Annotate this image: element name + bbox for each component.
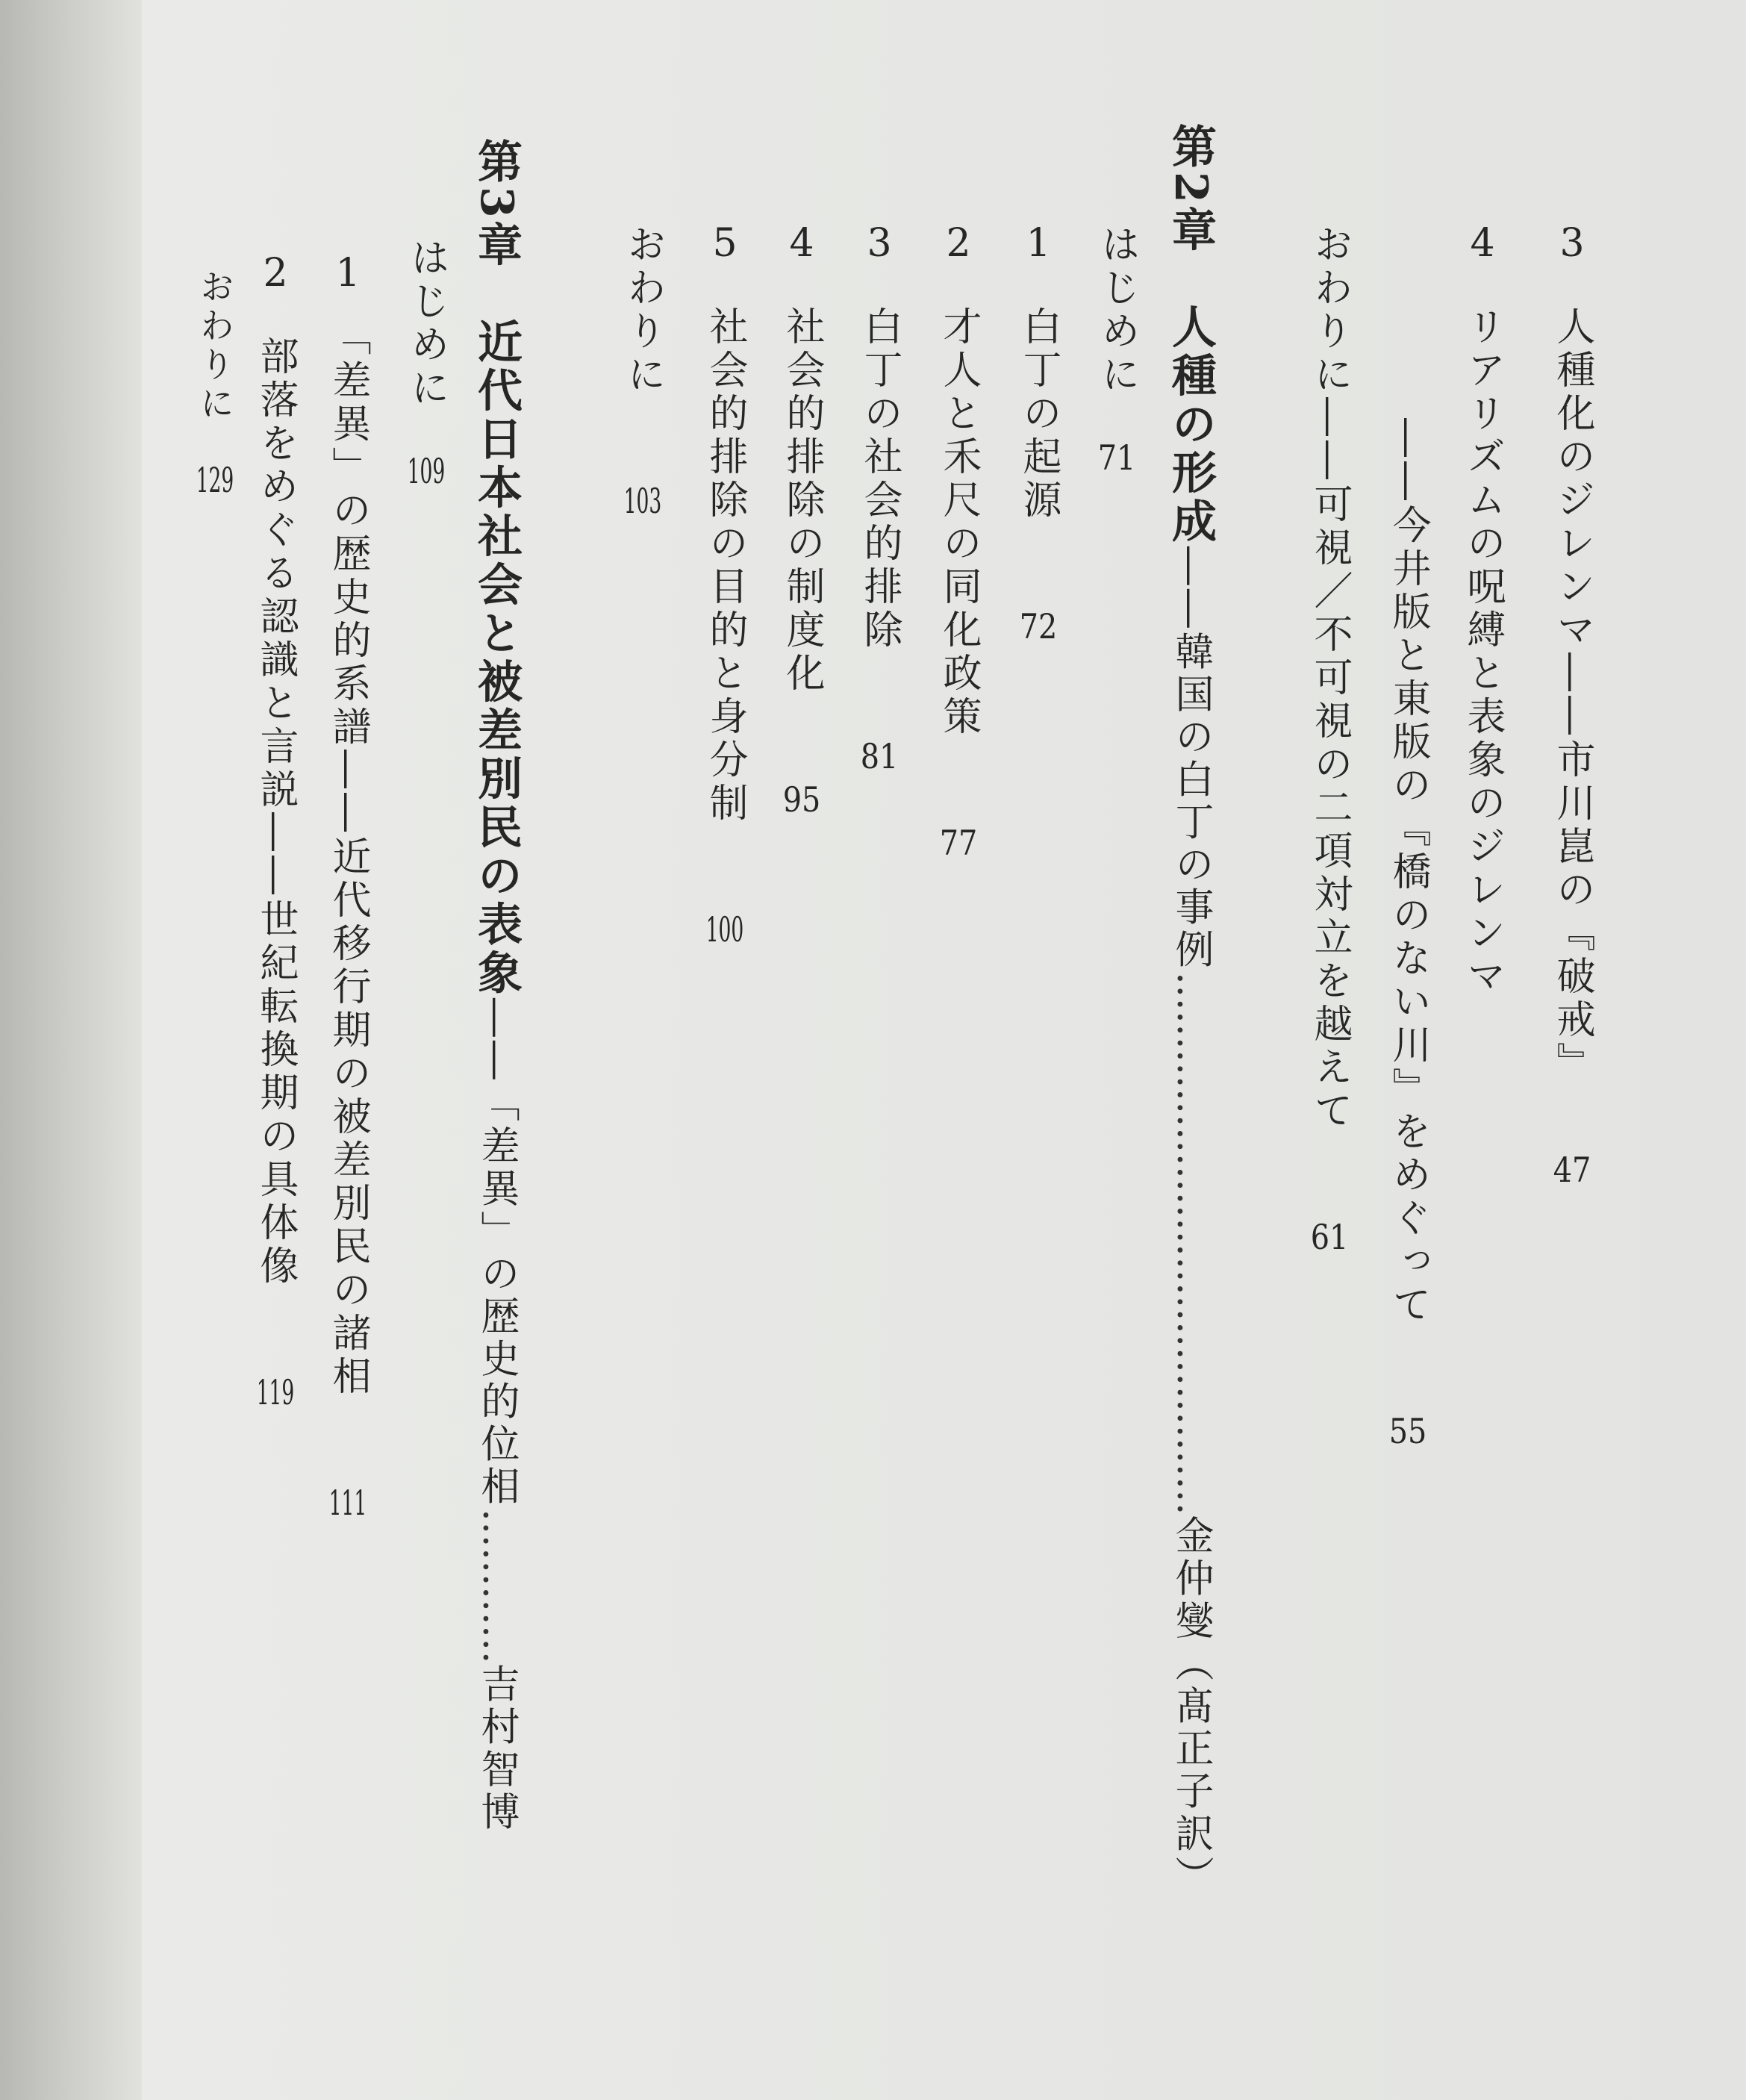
section-title: 白丁の社会的排除	[857, 306, 902, 652]
toc-entry	[702, 224, 747, 947]
toc-entry	[936, 224, 981, 860]
section-title: 社会的排除の目的と身分制	[702, 306, 747, 826]
page-number: 71	[1097, 440, 1136, 475]
toc-entry	[325, 254, 370, 1520]
section-title: 社会的排除の制度化	[779, 306, 824, 696]
page-number: 109	[407, 454, 446, 488]
chapter-author: 金仲燮（髙正子訳）	[1168, 1515, 1213, 1898]
section-number: 4	[1470, 224, 1495, 263]
page-number: 100	[705, 912, 744, 947]
page-number: 111	[328, 1486, 367, 1520]
toc-entry	[1016, 224, 1061, 644]
toc-entry	[620, 224, 665, 518]
section-number: 3	[867, 224, 892, 263]
chapter-title: 近代日本社会と被差別民の表象	[470, 318, 523, 998]
leader-dots: ……………………………………	[1168, 971, 1213, 1515]
chapter-author: 吉村智博	[474, 1663, 519, 1834]
section-subtitle: ――今井版と東版の『橋のない川』をめぐって	[1385, 418, 1430, 1327]
toc-entry	[1550, 224, 1594, 1187]
chapter-number: 第3章	[470, 138, 523, 270]
page-number: 72	[1019, 609, 1058, 644]
toc-entry	[1460, 224, 1505, 999]
section-title: 白丁の起源	[1016, 306, 1061, 523]
chapter-title: 人種の形成	[1164, 303, 1217, 546]
section-number: 2	[263, 254, 288, 293]
section-number: 1	[335, 254, 361, 293]
leader-dots: …………	[474, 1508, 519, 1664]
section-title: はじめに	[404, 237, 449, 411]
chapter-subtitle: ――「差異」の歴史的位相	[474, 997, 519, 1509]
toc-entry	[1094, 224, 1139, 475]
page-number: 119	[256, 1375, 295, 1409]
toc-entry	[1307, 224, 1352, 1254]
section-number: 4	[789, 224, 814, 263]
section-number: 1	[1026, 224, 1051, 263]
section-number: 2	[946, 224, 971, 263]
toc-entry	[253, 254, 298, 1409]
section-title: 人種化のジレンマ――市川崑の『破戒』	[1550, 306, 1594, 1066]
chapter-subtitle: ――韓国の白丁の事例	[1168, 546, 1213, 972]
toc-entry	[779, 224, 824, 817]
page-number: 129	[196, 463, 234, 497]
section-title: 部落をめぐる認識と言説――世紀転換期の具体像	[253, 336, 298, 1289]
section-title: リアリズムの呪縛と表象のジレンマ	[1460, 306, 1505, 999]
book-gutter-shadow	[0, 0, 142, 2100]
chapter-number: 第2章	[1164, 123, 1217, 255]
section-title: 「差異」の歴史的系譜――近代移行期の被差別民の諸相	[325, 336, 370, 1399]
page-number: 77	[939, 826, 978, 860]
page-number: 95	[782, 782, 821, 817]
page-number: 81	[860, 739, 899, 773]
page-number: 55	[1388, 1414, 1427, 1448]
chapter-heading	[470, 138, 523, 1834]
section-number: 3	[1559, 224, 1585, 263]
page-number: 103	[623, 484, 662, 518]
section-title: おわりに	[195, 269, 235, 424]
section-number: 5	[712, 224, 738, 263]
section-title: はじめに	[1094, 224, 1139, 397]
section-title: おわりに――可視／不可視の二項対立を越えて	[1307, 224, 1352, 1133]
chapter-heading	[1164, 123, 1217, 1898]
page-number: 61	[1310, 1220, 1349, 1254]
section-title: おわりに	[620, 224, 665, 397]
section-title: 才人と禾尺の同化政策	[936, 306, 981, 739]
toc-entry	[195, 269, 235, 497]
toc-entry	[857, 224, 902, 773]
page-number: 47	[1553, 1153, 1591, 1187]
toc-entry-subtitle	[1385, 418, 1430, 1448]
toc-entry	[404, 237, 449, 488]
